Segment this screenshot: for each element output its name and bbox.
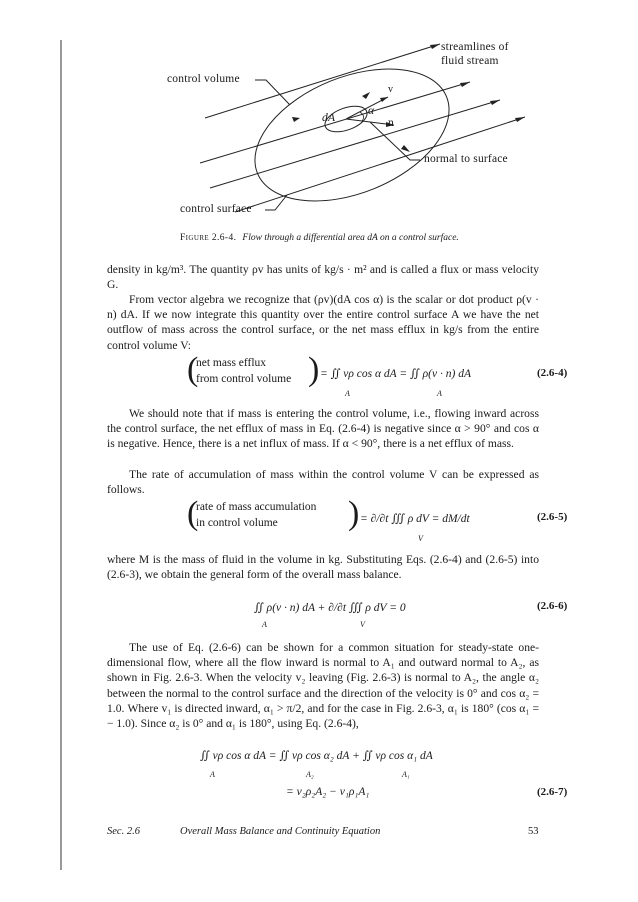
arrowhead-2 [460,82,470,87]
figure-caption-text: Flow through a differential area dA on a control surface. [242,233,459,243]
page-number: 53 [528,826,539,837]
label-v: v [388,84,394,95]
figure-number: Figure 2.6-4. [180,233,237,243]
eq4-brace-line-2: from control volume [196,373,292,385]
eq6-limit-v: V [360,620,365,629]
eq7-number: (2.6-7) [537,786,568,798]
eq4-limit-a-2: A [437,389,442,398]
interior-arrowhead-1 [362,92,370,99]
label-n: n [388,117,394,129]
eq4-left-paren: ( [187,351,199,388]
eq7-limit-a1: A₁ [402,770,410,779]
label-streamlines-2: fluid stream [441,55,499,67]
footer-section: Sec. 2.6 [107,826,140,837]
figure-control-volume-diagram [0,0,638,260]
velocity-arrowhead [380,97,388,102]
arrowhead-4 [515,117,525,122]
eq5-right-paren: ) [348,495,360,532]
eq4-right-paren: ) [308,351,320,388]
eq4-brace-line-1: net mass efflux [196,357,267,369]
eq5-limit-v: V [418,534,423,543]
eq5-left-paren: ( [187,495,199,532]
eq6-text: ∬ ρ(v · n) dA + ∂/∂t ∭ ρ dV = 0 [254,602,406,614]
control-volume-ellipse [236,43,469,227]
footer-title: Overall Mass Balance and Continuity Equation [180,826,381,837]
eq4-rhs: = ∬ vρ cos α dA = ∬ ρ(v · n) dA [320,368,471,380]
eq7-limit-a: A [210,770,215,779]
eq5-brace-line-1: rate of mass accumulation [196,501,317,513]
label-alpha: α [368,105,375,117]
label-streamlines-1: streamlines of [441,41,509,53]
interior-arrowhead-2 [401,145,410,152]
figure-caption [180,233,459,243]
paragraph-5: where M is the mass of fluid in the volume in kg. Substituting Eqs. (2.6-4) and (2.6-5) into (2.6-3), we obtain the general form of the overall mass balance. [107,553,539,582]
label-control-volume: control volume [167,73,240,85]
eq4-limit-a-1: A [345,389,350,398]
eq6-number: (2.6-6) [537,600,568,612]
label-control-surface: control surface [180,203,252,215]
eq7-line-1: ∬ vρ cos α dA = ∬ vρ cos α₂ dA + ∬ vρ cos α₁ dA [200,750,433,762]
paragraph-3: We should note that if mass is entering the control volume, i.e., flowing inward across the control surface, the net efflux of mass in Eq. (2.6-4) is negative since α > 90° and cos α is negative. Hence, there is a net influx of mass. If α < 90°, there is a net efflux of mass. [107,407,539,451]
arrowhead-1 [430,44,440,49]
paragraph-4: The rate of accumulation of mass within the control volume V can be expressed as follows. [107,468,539,497]
eq5-number: (2.6-5) [537,511,568,523]
eq5-brace-line-2: in control volume [196,517,278,529]
streamline-1 [205,44,440,118]
paragraph-1: density in kg/m³. The quantity ρv has units of kg/s · m² and is called a flux or mass velocity G. [107,263,539,292]
interior-arrowhead-3 [292,117,300,122]
label-normal-to-surface: normal to surface [424,153,508,165]
arrowhead-3 [490,100,500,105]
streamline-3 [210,100,500,188]
paragraph-6: The use of Eq. (2.6-6) can be shown for a common situation for steady-state one-dimensional flow, where all the flow inward is normal to A₁ and outward normal to A₂, as shown in Fig. 2.6-3. When the velocity v₂ leaving (Fig. 2.6-3) is normal to A₂, the angle α₂ between the normal to the control surface and the direction of the velocity is 0° and cos α₂ = 1.0. Where v₁ is directed inward, α₁ > π/2, and for the case in Fig. 2.6-3, α₁ is 180° (cos α₁ = − 1.0). Since α₂ is 0° and α₁ is 180°, using Eq. (2.6-4), [107,641,539,731]
eq7-limit-a2: A₂ [306,770,314,779]
eq7-line-2: = v₂ρ₂A₂ − v₁ρ₁A₁ [286,786,370,798]
eq4-number: (2.6-4) [537,367,568,379]
eq5-rhs: = ∂/∂t ∭ ρ dV = dM/dt [360,513,470,525]
label-dA: dA [322,112,336,124]
paragraph-2: From vector algebra we recognize that (ρv)(dA cos α) is the scalar or dot product ρ(v · n) dA. If we now integrate this quantity over the entire control surface A we have the net outflow of mass across the control surface, or the net mass efflux in kg/s from the entire control volume V: [107,293,539,352]
eq6-limit-a: A [262,620,267,629]
control-surface-leader [265,195,287,210]
